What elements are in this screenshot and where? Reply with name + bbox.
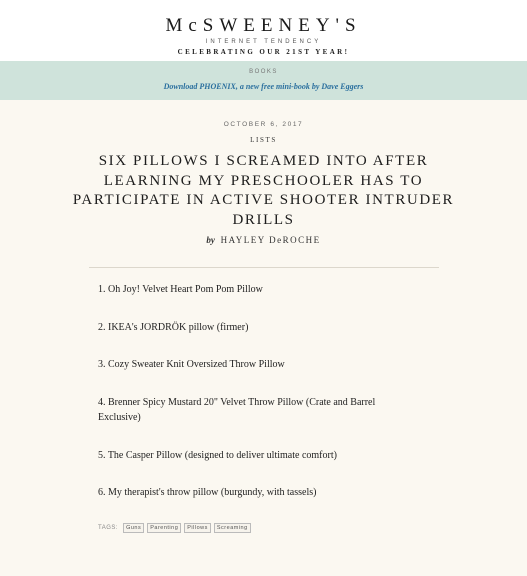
promo-banner [0,61,527,100]
site-logo-text: McSWEENEY'S [165,15,362,36]
tag-pillows[interactable]: Pillows [184,523,211,533]
tag-parenting[interactable]: Parenting [147,523,181,533]
list-item: 4. Brenner Spicy Mustard 20" Velvet Throw Pillow (Crate and Barrel Exclusive) [98,396,376,423]
list-item: 5. The Casper Pillow (designed to deliver ultimate comfort) [98,449,337,461]
author-link[interactable]: HAYLEY DeROCHE [220,235,321,245]
celebration-note: CELEBRATING OUR 21ST YEAR! [177,48,350,56]
tag-list [98,523,418,533]
list-item: 6. My therapist's throw pillow (burgundy, with tassels) [98,487,317,498]
promo-category: BOOKS [249,69,278,75]
byline [0,235,527,246]
article-date: OCTOBER 6, 2017 [223,121,304,128]
article [0,121,527,268]
tag-screaming[interactable]: Screaming [214,523,251,533]
promo-link[interactable]: Download PHOENIX, a new free mini-book by Dave Eggers [163,82,364,91]
list-item: 1. Oh Joy! Velvet Heart Pom Pom Pillow [98,284,263,295]
article-title: SIX PILLOWS I SCREAMED INTO AFTER LEARNING MY PRESCHOOLER HAS TO PARTICIPATE IN ACTIVE SHOOTER INTRUDER DRILLS [72,153,455,228]
masthead [0,0,527,61]
list-item: 2. IKEA's JORDRÖK pillow (firmer) [98,321,249,333]
byline-prefix: by [206,235,215,245]
article-section-link[interactable]: LISTS [250,136,277,144]
site-logo[interactable] [0,0,527,36]
article-body [98,268,418,533]
tags-label: TAGS: [98,524,119,531]
list-item: 3. Cozy Sweater Knit Oversized Throw Pillow [98,359,285,370]
tag-guns[interactable]: Guns [123,523,144,533]
site-tagline: INTERNET TENDENCY [205,39,322,45]
